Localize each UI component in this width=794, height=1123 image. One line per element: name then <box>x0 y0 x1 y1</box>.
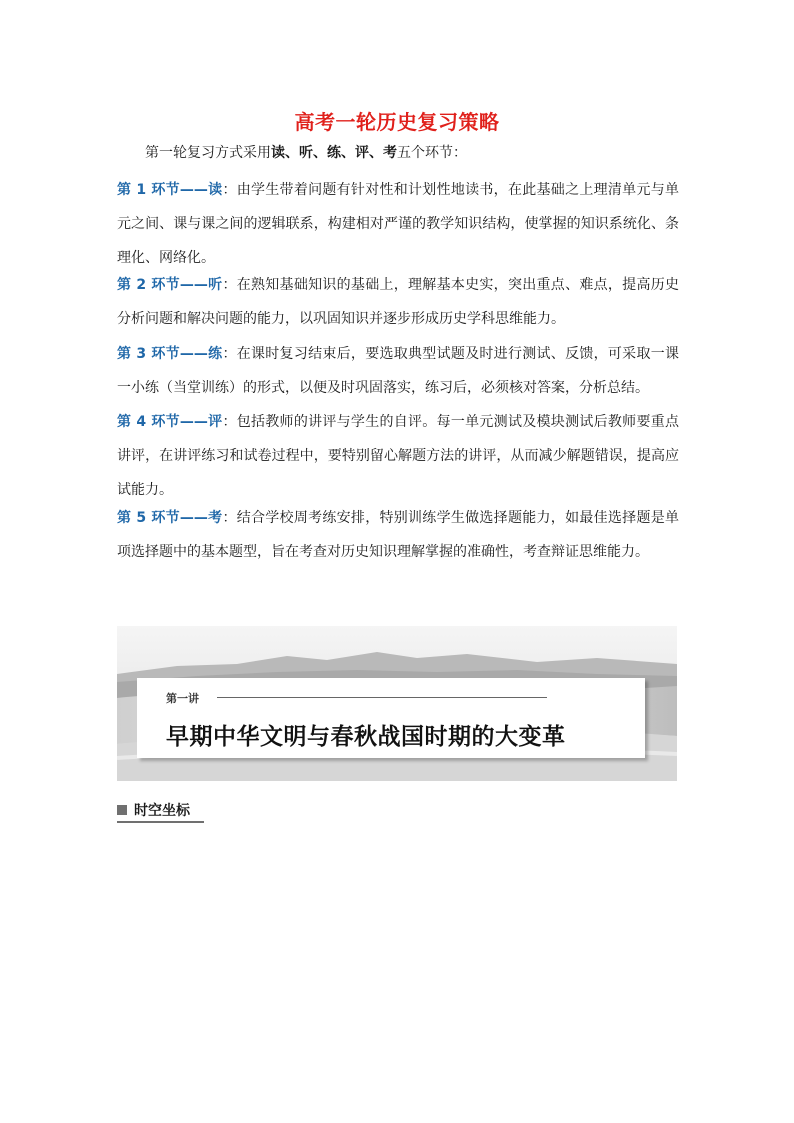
intro-bold: 读、听、练、评、考 <box>271 145 397 161</box>
step-paragraph-4 <box>117 405 679 507</box>
step-text: ：结合学校周考练安排，特别训练学生做选择题能力，如最佳选择题是单项选择题中的基本题型，旨在考查对历史知识理解掌握的准确性，考查辩证思维能力。 <box>117 510 680 560</box>
page-title: 高考一轮历史复习策略 <box>294 110 500 134</box>
step-text: ：包括教师的讲评与学生的自评。每一单元测试及模块测试后教师要重点讲评，在讲评练习和试卷过程中，要特别留心解题方法的讲评，从而减少解题错误，提高应试能力。 <box>117 414 680 498</box>
step-text: ：在熟知基础知识的基础上，理解基本史实，突出重点、难点，提高历史分析问题和解决问题的能力，以巩固知识并逐步形成历史学科思维能力。 <box>117 277 680 327</box>
step-heading: 第 5 环节——考 <box>117 510 223 526</box>
chapter-title-card <box>137 678 645 758</box>
step-paragraph-3 <box>117 337 679 405</box>
intro-suffix: 五个环节： <box>397 145 467 161</box>
step-heading: 第 3 环节——练 <box>117 346 223 362</box>
square-bullet-icon <box>117 805 127 815</box>
step-paragraph-2 <box>117 268 679 336</box>
intro-text <box>145 142 467 162</box>
section-underline <box>117 821 204 823</box>
chapter-banner <box>117 626 677 781</box>
step-paragraph-1 <box>117 173 679 275</box>
intro-prefix: 第一轮复习方式采用 <box>145 145 271 161</box>
section-label: 时空坐标 <box>134 803 190 819</box>
lecture-number: 第一讲 <box>166 692 199 705</box>
lecture-divider <box>217 697 547 698</box>
step-paragraph-5 <box>117 501 679 569</box>
step-text: ：由学生带着问题有针对性和计划性地读书，在此基础之上理清单元与单元之间、课与课之间的逻辑联系，构建相对严谨的教学知识结构，使掌握的知识系统化、条理化、网络化。 <box>117 182 680 266</box>
step-heading: 第 2 环节——听 <box>117 277 223 293</box>
step-text: ：在课时复习结束后，要选取典型试题及时进行测试、反馈，可采取一课一小练（当堂训练）的形式，以便及时巩固落实，练习后，必须核对答案，分析总结。 <box>117 346 680 396</box>
step-heading: 第 4 环节——评 <box>117 414 223 430</box>
step-heading: 第 1 环节——读 <box>117 182 223 198</box>
chapter-title: 早期中华文明与春秋战国时期的大变革 <box>166 724 566 750</box>
